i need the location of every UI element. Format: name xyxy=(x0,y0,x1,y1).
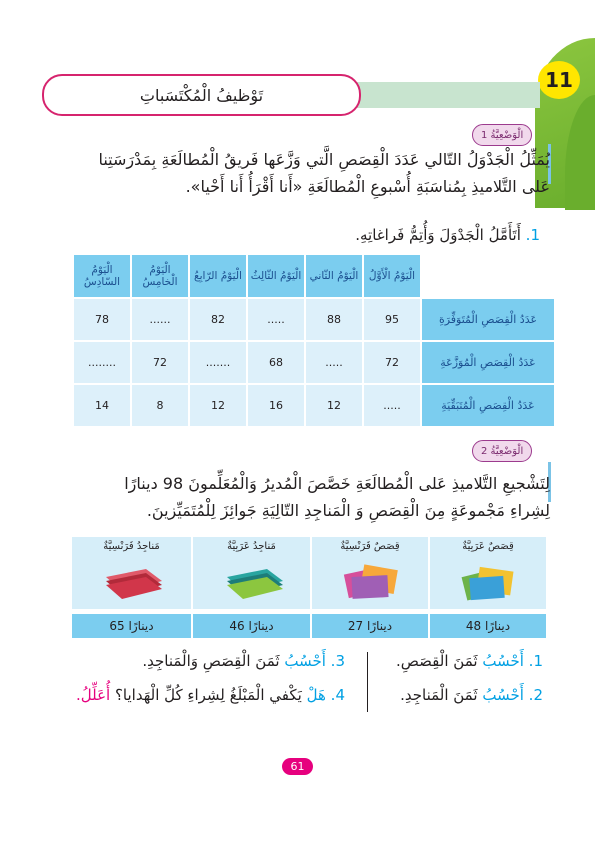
price-arabic-stories: 48 دينارًا xyxy=(430,614,546,638)
table-cell: 78 xyxy=(74,299,130,340)
questions-divider xyxy=(367,652,368,712)
table-cell: 88 xyxy=(306,299,362,340)
question-text: ثَمَنَ الْقِصَصِ. xyxy=(396,652,478,670)
table-cell: ..... xyxy=(306,342,362,383)
situation-1-badge: الْوَضْعِيَّةُ 1 xyxy=(472,124,532,146)
product-card-french-stories xyxy=(312,537,428,609)
question-text: ثَمَنَ الْمَناجِدِ. xyxy=(400,686,478,704)
table-cell: 72 xyxy=(364,342,420,383)
french-stories-books-icon xyxy=(342,559,402,601)
situation-1-line-1: يُمَثِّلُ الْجَدْوَلُ التّالي عَدَدَ الْقِصَصِ الَّتي وَزَّعَها فَريقُ الْمُطالَعَةِ بِمَدْرَسَتِنا xyxy=(98,150,550,169)
product-label: مَناجِدُ فَرَنْسِيَّةٌ xyxy=(103,541,160,552)
arabic-dictionaries-icon xyxy=(223,559,287,601)
question-number: 2. xyxy=(528,686,543,704)
price-arabic-dictionaries: 46 دينارًا xyxy=(193,614,310,638)
product-label: قِصَصٌ فَرَنْسِيَّةٌ xyxy=(340,541,400,552)
arabic-stories-books-icon xyxy=(460,559,520,601)
table-cell: ..... xyxy=(248,299,304,340)
question-number: 1. xyxy=(525,226,540,244)
situation-2-badge: الْوَضْعِيَّةُ 2 xyxy=(472,440,532,462)
question-verb: أَحْسُبُ xyxy=(482,686,524,704)
table-cell: ........ xyxy=(74,342,130,383)
situation-2-question-2 xyxy=(400,686,543,704)
row-label: عَدَدُ الْقِصَصِ الْمُتَبَقِّيَةِ xyxy=(422,385,554,426)
table-cell: ...... xyxy=(132,299,188,340)
product-label: قِصَصٌ عَرَبِيَّةٌ xyxy=(462,541,514,552)
table-header-row xyxy=(74,255,554,297)
situation-2-question-3 xyxy=(142,652,345,670)
row-label: عَدَدُ الْقِصَصِ الْمُوَزَّعَةِ xyxy=(422,342,554,383)
question-text: ثَمَنَ الْقِصَصِ وَالْمَناجِدِ. xyxy=(142,652,280,670)
table-cell: ..... xyxy=(364,385,420,426)
question-justify: أُعَلِّلُ. xyxy=(75,686,111,704)
question-verb: هَلْ xyxy=(306,686,326,704)
table-cell: 95 xyxy=(364,299,420,340)
question-verb: أَحْسُبُ xyxy=(284,652,326,670)
day-header: الْيَوْمُ الْخامِسُ xyxy=(132,255,188,297)
table-cell: 82 xyxy=(190,299,246,340)
situation-1-question-1 xyxy=(355,226,540,244)
question-number: 3. xyxy=(330,652,345,670)
table-row xyxy=(74,299,554,340)
product-card-arabic-stories xyxy=(430,537,546,609)
price-french-stories: 27 دينارًا xyxy=(312,614,428,638)
table-cell: 12 xyxy=(190,385,246,426)
situation-2-question-4 xyxy=(76,686,345,704)
situation-2-question-1 xyxy=(396,652,543,670)
product-card-french-dictionaries xyxy=(72,537,191,609)
day-header: الْيَوْمُ الرّابِعُ xyxy=(190,255,246,297)
question-text: أَتَأَمَّلُ الْجَدْوَلَ وَأُتِمُّ فَراغاتِهِ. xyxy=(355,226,521,244)
situation-1-line-2: عَلى التَّلاميذِ بِمُناسَبَةِ أُسْبوعِ الْمُطالَعَةِ «أَنا أَقْرَأُ أَنا أَحْيا». xyxy=(185,177,550,196)
question-number: 1. xyxy=(528,652,543,670)
day-header: الْيَوْمُ الثّاني xyxy=(306,255,362,297)
page-number: 61 xyxy=(282,758,313,775)
table-cell: 12 xyxy=(306,385,362,426)
situation-2-text xyxy=(40,470,550,524)
stories-table xyxy=(72,253,556,428)
row-label: عَدَدُ الْقِصَصِ الْمُتَوَفِّرَةِ xyxy=(422,299,554,340)
situation-2-line-1: لِتَشْجيعِ التَّلاميذِ عَلى الْمُطالَعَةِ خَصَّصَ الْمُديرُ وَالْمُعَلِّمونَ 98 دينارًا xyxy=(124,474,550,493)
day-header: الْيَوْمُ الْأَوَّلُ xyxy=(364,255,420,297)
page-title: تَوْظيفُ الْمُكْتَسَباتِ xyxy=(42,74,361,116)
unit-number-badge: 11 xyxy=(538,61,580,99)
french-dictionaries-icon xyxy=(102,559,166,601)
table-cell: 8 xyxy=(132,385,188,426)
question-verb: أَحْسُبُ xyxy=(482,652,524,670)
table-row xyxy=(74,385,554,426)
table-cell: 68 xyxy=(248,342,304,383)
situation-2-line-2: لِشِراءِ مَجْموعَةٍ مِنَ الْقِصَصِ وَ الْمَناجِدِ التّالِيَةِ جَوائِزَ لِلْمُتَمَيِّزينَ. xyxy=(146,501,550,520)
day-header: الْيَوْمُ السّادِسُ xyxy=(74,255,130,297)
question-number: 4. xyxy=(330,686,345,704)
situation-1-text xyxy=(40,146,550,200)
day-header: الْيَوْمُ الثّالِثُ xyxy=(248,255,304,297)
product-card-arabic-dictionaries xyxy=(193,537,310,609)
table-cell: ....... xyxy=(190,342,246,383)
table-corner xyxy=(422,255,554,297)
table-cell: 16 xyxy=(248,385,304,426)
table-cell: 72 xyxy=(132,342,188,383)
table-row xyxy=(74,342,554,383)
table-cell: 14 xyxy=(74,385,130,426)
question-text: يَكْفي الْمَبْلَغُ لِشِراءِ كُلِّ الْهَدايا؟ xyxy=(114,686,302,704)
price-french-dictionaries: 65 دينارًا xyxy=(72,614,191,638)
product-label: مَناجِدُ عَرَبِيَّةٌ xyxy=(227,541,276,552)
